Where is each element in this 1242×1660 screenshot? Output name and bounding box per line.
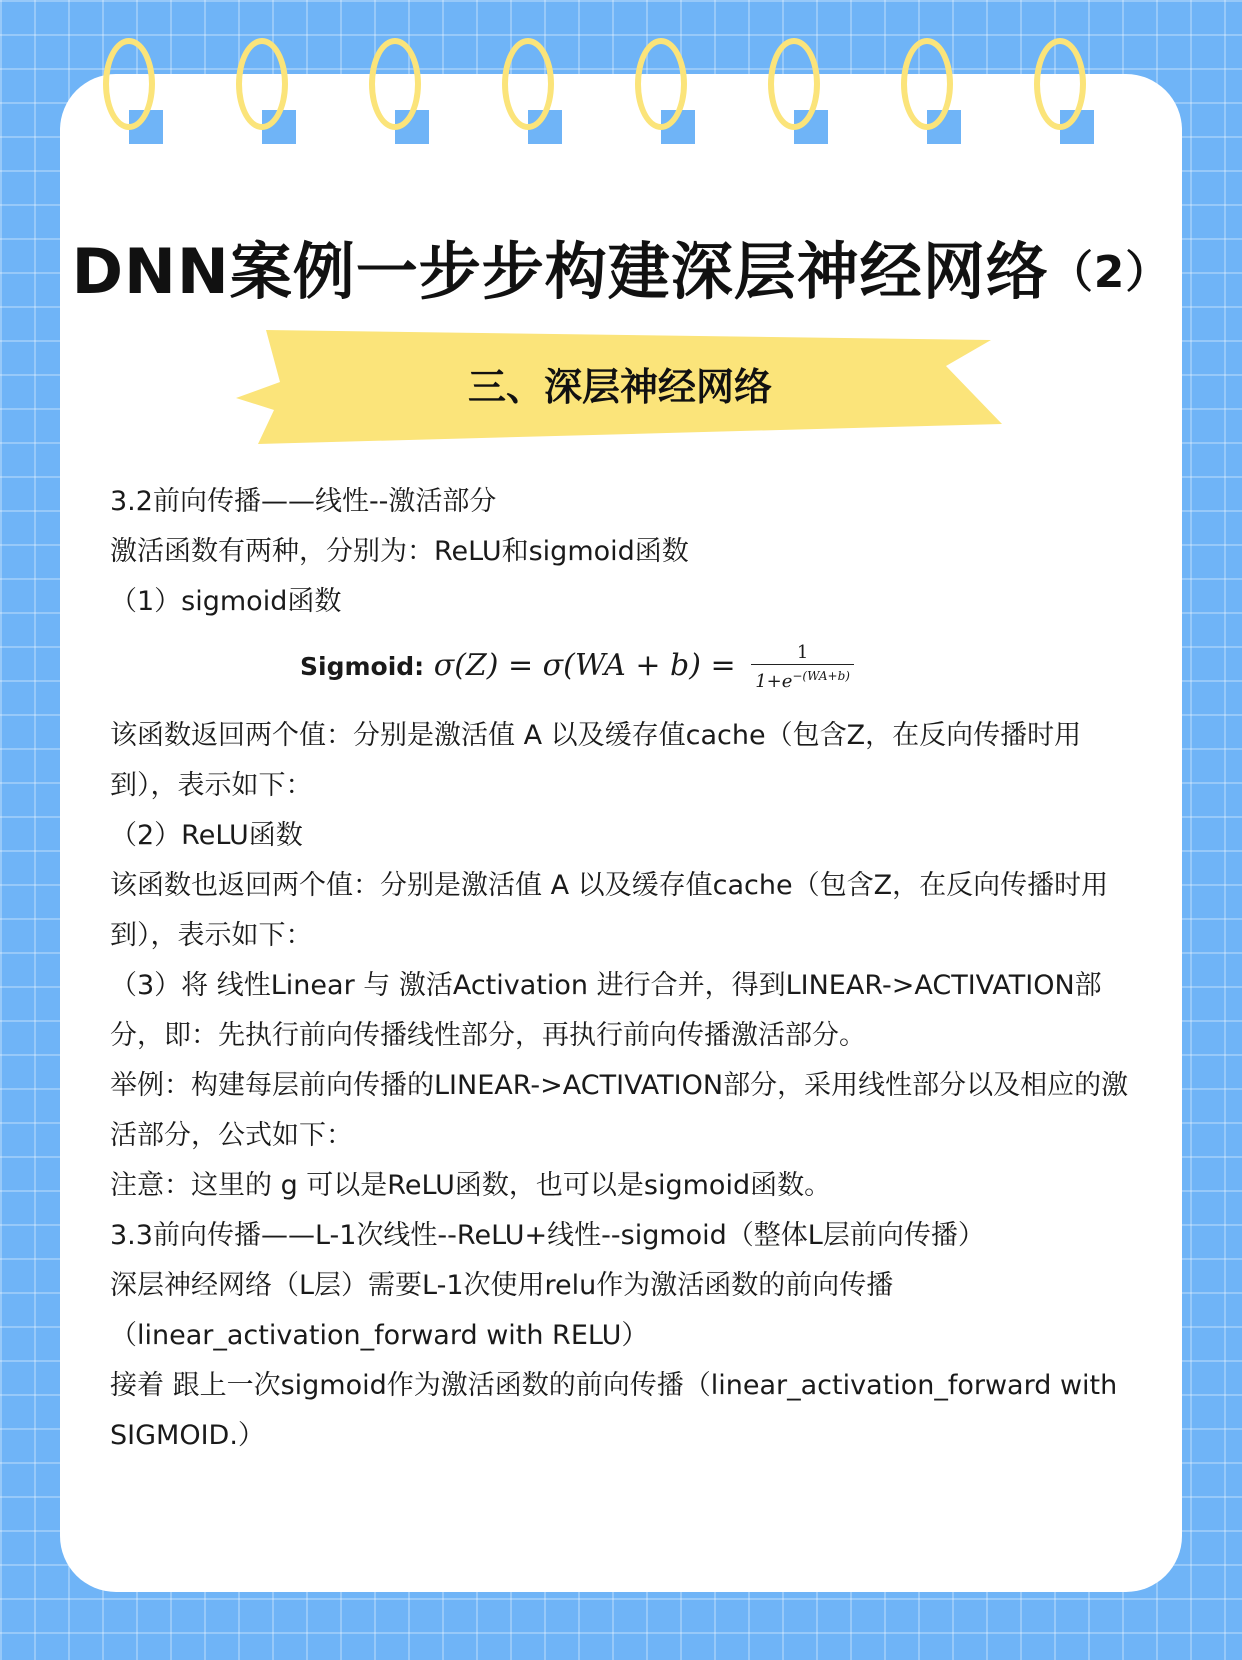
binder-ring [369,38,439,148]
sigmoid-formula [110,627,1130,711]
paragraph-relu-layers: 深层神经网络（L层）需要L-1次使用relu作为激活函数的前向传播（linear_activation_forward with RELU） [110,1270,894,1351]
fraction-numerator: 1 [751,642,854,665]
binder-ring [502,38,572,148]
formula-expression: σ(Z) = σ(WA + b) = [433,648,736,683]
binder-ring [901,38,971,148]
paragraph-activation-types: 激活函数有两种，分别为：ReLU和sigmoid函数 [110,536,689,567]
page-title-suffix: （2） [1048,247,1171,298]
formula-line [300,641,854,693]
section-heading: 三、深层神经网络 [467,365,772,409]
paragraph-example: 举例：构建每层前向传播的LINEAR->ACTIVATION部分，采用线性部分以及相应的激活部分，公式如下： [110,1070,1129,1151]
ring-loop [1034,38,1086,130]
binder-ring [768,38,838,148]
paragraph-note: 注意：这里的 g 可以是ReLU函数，也可以是sigmoid函数。 [110,1170,832,1201]
subheading-relu: （2）ReLU函数 [110,820,303,851]
page-title-main: DNN案例一步步构建深层神经网络 [71,235,1049,308]
denominator-base: 1+e [755,670,793,692]
formula-label: Sigmoid: [300,652,425,681]
ring-loop [236,38,288,130]
ring-loop [768,38,820,130]
paragraph-sigmoid-layer: 接着 跟上一次sigmoid作为激活函数的前向传播（linear_activation_forward with SIGMOID.） [110,1370,1118,1451]
fraction-denominator [751,665,854,693]
page-title [0,222,1242,311]
binder-ring [103,38,173,148]
ring-loop [103,38,155,130]
article-body [110,477,1130,1461]
subheading-sigmoid: （1）sigmoid函数 [110,586,342,617]
subheading-forward-linear-activation: 3.2前向传播——线性--激活部分 [110,486,497,517]
ring-loop [502,38,554,130]
binder-ring [236,38,306,148]
ring-loop [901,38,953,130]
paragraph-merge-linear-activation: （3）将 线性Linear 与 激活Activation 进行合并，得到LINEAR->ACTIVATION部分，即：先执行前向传播线性部分，再执行前向传播激活部分。 [110,970,1102,1051]
denominator-exponent: −(WA+b) [792,668,850,683]
subheading-l-layer-forward: 3.3前向传播——L-1次线性--ReLU+线性--sigmoid（整体L层前向传播） [110,1220,985,1251]
ring-loop [635,38,687,130]
binder-ring [1034,38,1104,148]
formula-fraction [751,642,854,693]
binder-ring [635,38,705,148]
paragraph-sigmoid-returns: 该函数返回两个值：分别是激活值 A 以及缓存值cache（包含Z，在反向传播时用到），表示如下： [110,720,1082,801]
paragraph-relu-returns: 该函数也返回两个值：分别是激活值 A 以及缓存值cache（包含Z，在反向传播时用到），表示如下： [110,870,1109,951]
ring-loop [369,38,421,130]
